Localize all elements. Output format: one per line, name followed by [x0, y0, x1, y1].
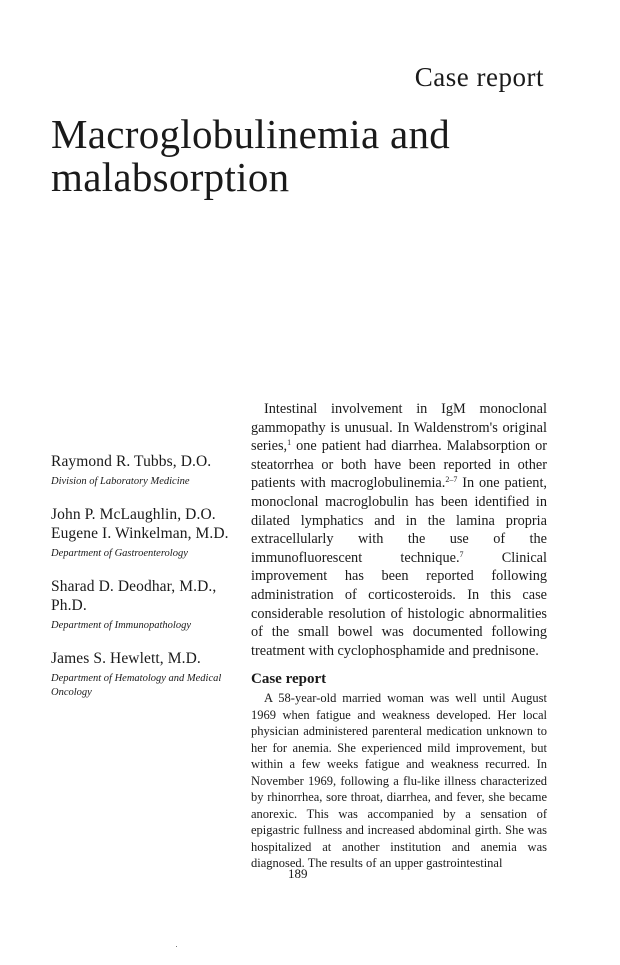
author-block: [51, 452, 243, 489]
author-affiliation: Department of Immunopathology: [51, 620, 191, 631]
article-title: [51, 113, 450, 199]
title-line-2: malabsorption: [51, 154, 290, 200]
intro-paragraph: [251, 400, 547, 660]
intro-text: Clinical improvement has been reported following administration of corticosteroids. In this case considerable resolution of histologic abnormalities of the small bowel was documented following treatment with cyclophosphamide and prednisone.: [251, 549, 547, 659]
author-name: John P. McLaughlin, D.O.: [51, 506, 216, 523]
case-paragraph: A 58-year-old married woman was well until August 1969 when fatigue and weakness developed. Her local physician administered parenteral medication unknown to her for anemia. She experienced mild improvement, but within a few weeks fatigue and weakness recurred. In November 1969, following a flu-like illness characterized by rhinorrhea, sore throat, diarrhea, and fever, she became anorexic. This was accompanied by a sensation of epigastric fullness and increased abdominal girth. She was hospitalized at another institution and anemia was diagnosed. The results of an upper gastrointestinal: [251, 691, 547, 871]
body-text: [251, 400, 547, 872]
author-name: Eugene I. Winkelman, M.D.: [51, 525, 229, 542]
intro-text: In one patient, monoclonal macroglobulin has been identified in dilated lymphatics and in the lamina propria extracellularly with the use of the immunofluorescent technique.: [251, 475, 547, 566]
author-name: James S. Hewlett, M.D.: [51, 650, 201, 667]
author-affiliation: Department of Hematology and Medical Oncology: [51, 673, 222, 698]
author-block: [51, 505, 243, 561]
author-affiliation: Department of Gastroenterology: [51, 548, 188, 559]
title-line-1: Macroglobulinemia and: [51, 111, 451, 157]
reference-marker: 1: [287, 438, 292, 448]
author-name: Sharad D. Deodhar, M.D.,: [51, 578, 217, 595]
intro-text: one patient had diarrhea. Malabsorption or steatorrhea or both have been reported in other patients with macroglobulinemia.: [251, 438, 547, 492]
author-name: Raymond R. Tubbs, D.O.: [51, 453, 212, 470]
reference-marker: 2–7: [445, 475, 458, 485]
reference-marker: 7: [459, 549, 464, 559]
page-number: 189: [288, 866, 308, 881]
author-list: [51, 452, 243, 716]
author-name: Ph.D.: [51, 597, 87, 614]
intro-text: Intestinal involvement in IgM monoclonal gammopathy is unusual. In Waldenstrom's original series,: [251, 401, 547, 455]
author-affiliation: Division of Laboratory Medicine: [51, 476, 190, 487]
section-heading: Case report: [251, 671, 327, 688]
section-label: Case report: [414, 62, 544, 92]
author-block: [51, 649, 243, 700]
scan-speck: [176, 946, 177, 947]
author-block: [51, 577, 243, 633]
